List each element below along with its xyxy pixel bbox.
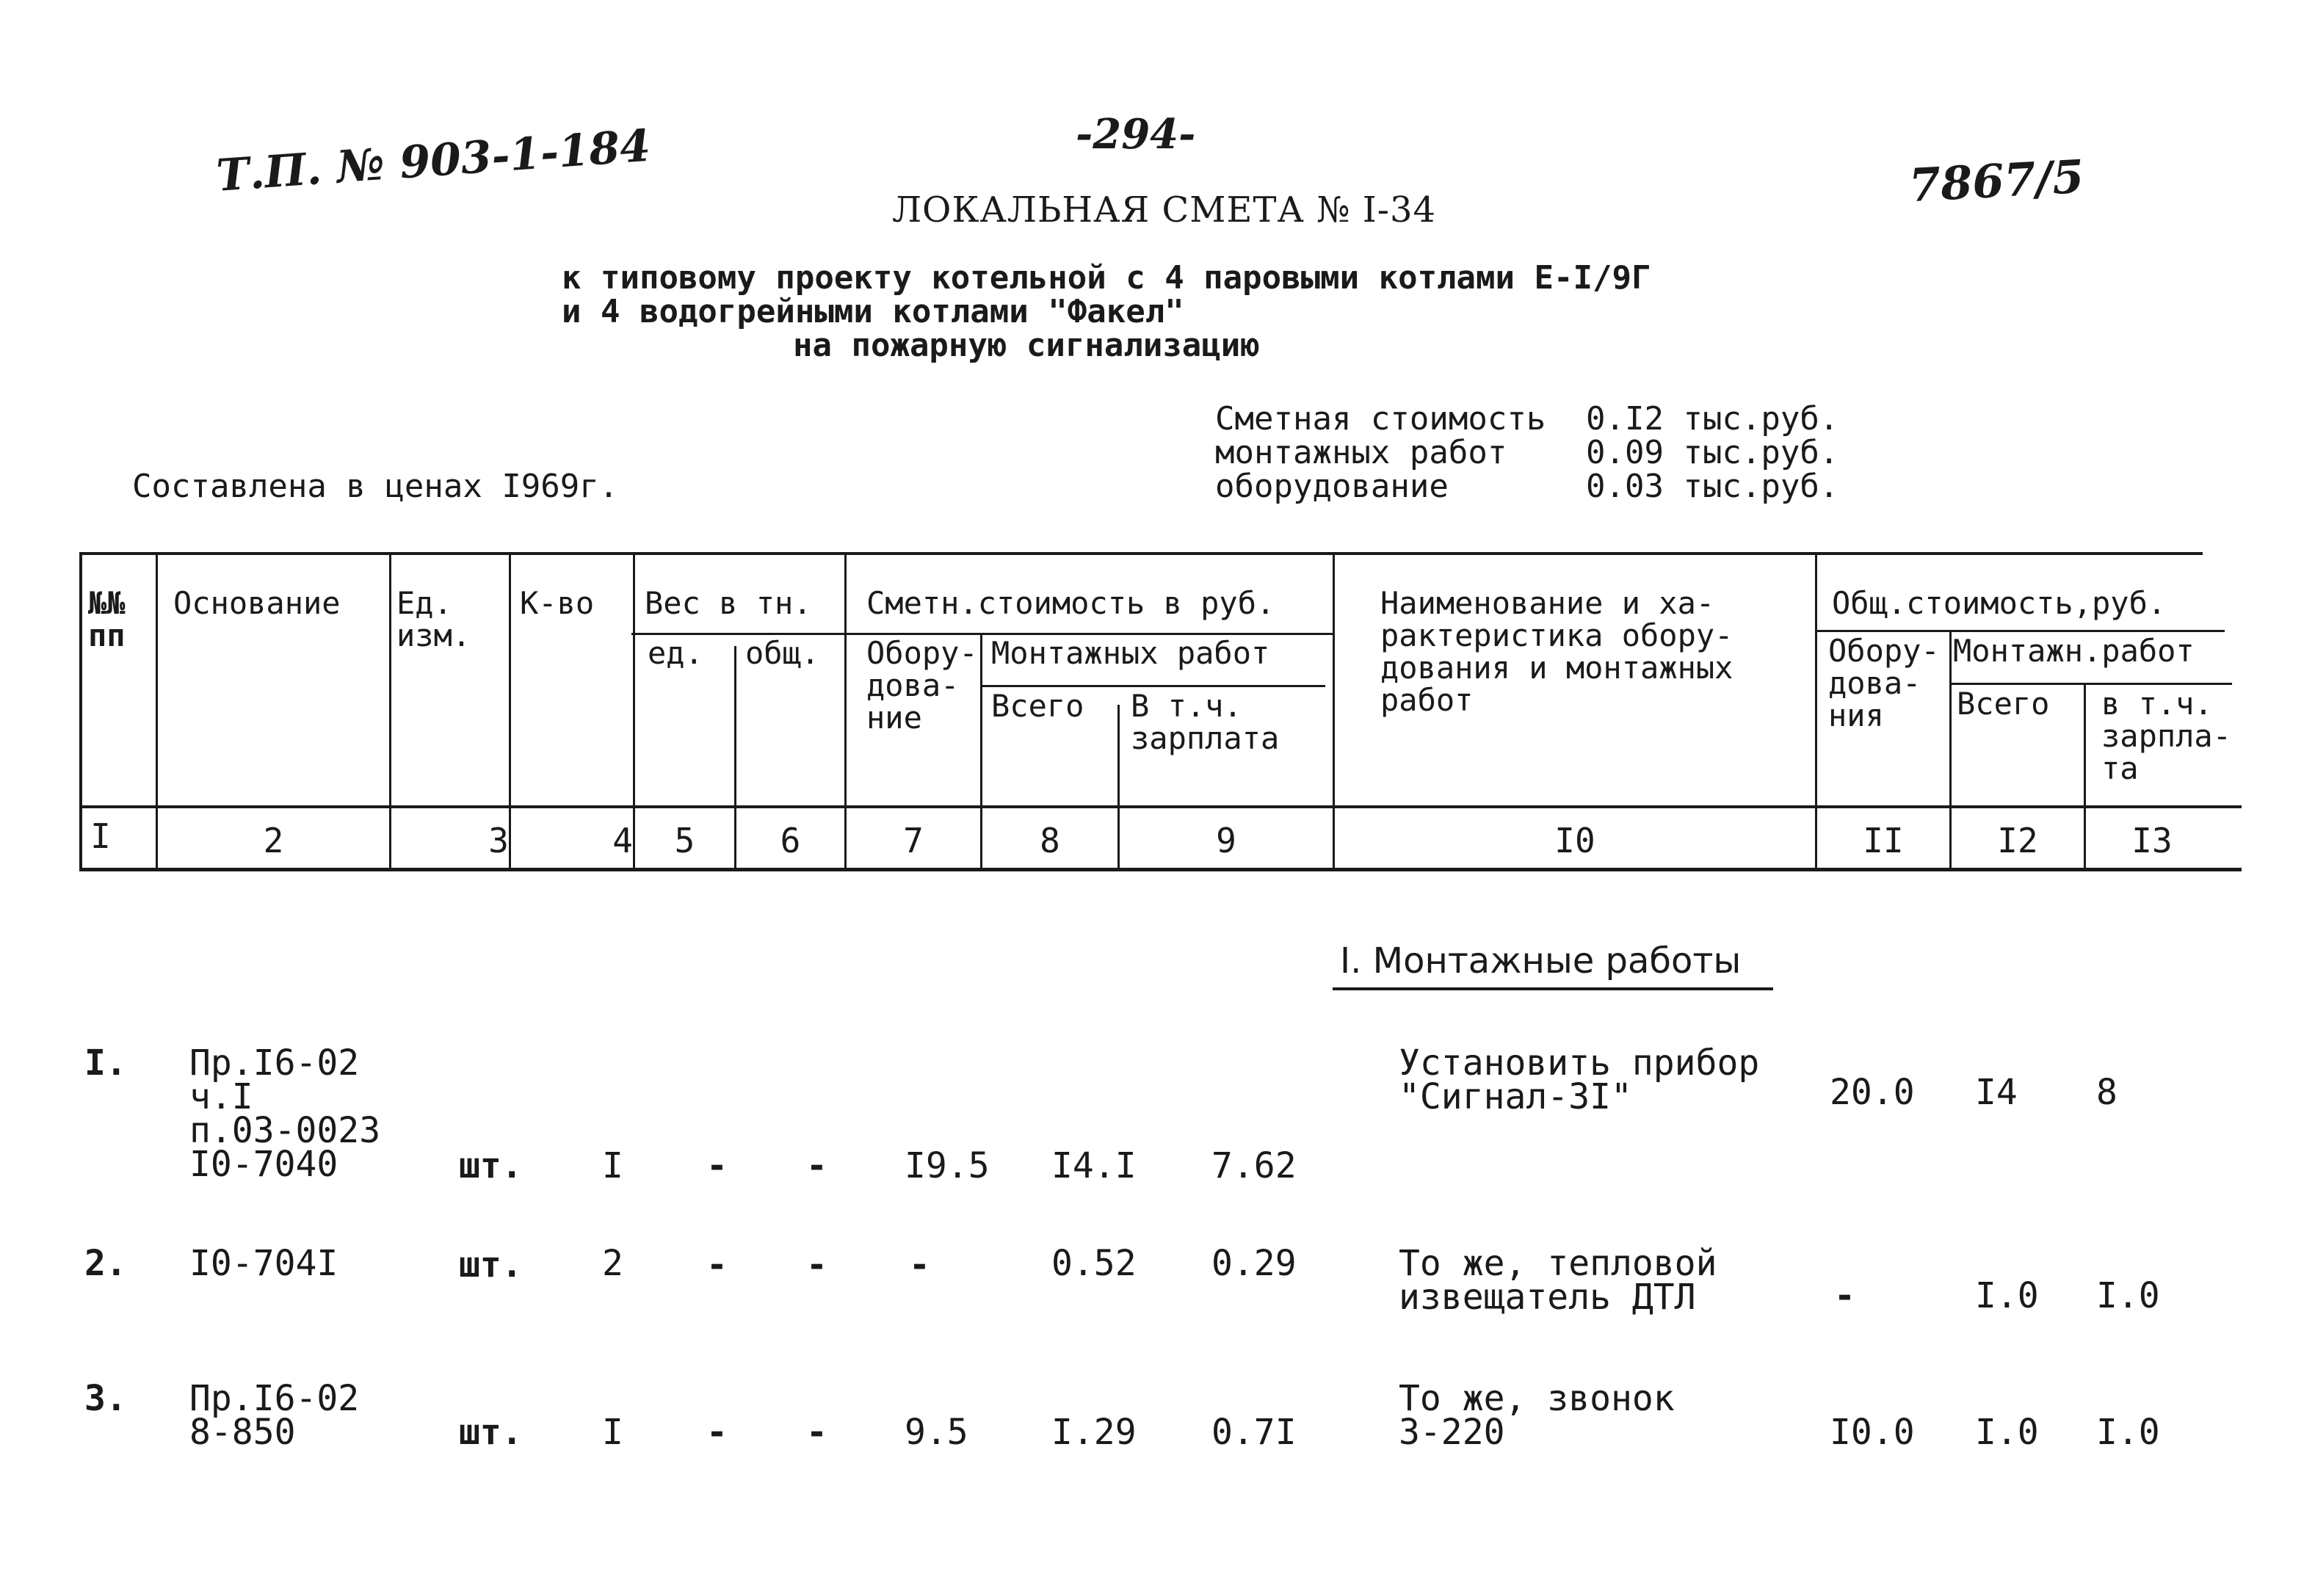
row-general-salary: I.0: [2096, 1412, 2160, 1453]
row-general-equipment: -: [1834, 1275, 1855, 1316]
row-general-total: I.0: [1975, 1275, 2039, 1316]
row-unit: шт.: [459, 1145, 523, 1186]
row-install-total: 0.52: [1051, 1243, 1137, 1284]
col-header-general-installation: Монтажн.работ: [1953, 633, 2195, 669]
cost-label-1: Сметная стоимость: [1215, 400, 1546, 438]
column-number: 4: [612, 821, 633, 860]
section-title: I. Монтажные работы: [1340, 940, 1742, 982]
col-header-equipment: Обору- дова- ние: [866, 635, 978, 736]
row-basis: I0-704I: [189, 1243, 338, 1284]
column-number: I3: [2131, 821, 2173, 860]
col-header-salary: В т.ч. зарплата: [1131, 688, 1280, 756]
col-header-quantity: К-во: [520, 585, 595, 621]
col-header-general-equipment: Обору- дова- ния: [1828, 633, 1940, 733]
row-weight-unit: -: [706, 1244, 728, 1285]
section-title-underline: [1333, 987, 1773, 990]
col-header-estimated-cost: Сметн.стоимость в руб.: [866, 585, 1275, 621]
row-basis: Пр.I6-02 8-850: [189, 1378, 360, 1453]
column-number: II: [1863, 821, 1904, 860]
row-number: 2.: [84, 1243, 127, 1284]
row-salary: 7.62: [1211, 1145, 1297, 1186]
col-header-general-total: Всего: [1957, 686, 2050, 722]
subtitle-line-1: к типовому проекту котельной с 4 паровыми котлами Е-I/9Г: [562, 259, 1651, 297]
column-number: 3: [488, 821, 509, 860]
column-number: I2: [1997, 821, 2038, 860]
column-number: 7: [903, 821, 924, 860]
row-general-salary: I.0: [2096, 1275, 2160, 1316]
row-name: То же, тепловой извещатель ДТЛ: [1399, 1243, 1717, 1318]
col-header-name: Наименование и ха- рактеристика обору- дования и монтажных работ: [1380, 585, 1733, 718]
row-general-total: I.0: [1975, 1412, 2039, 1453]
cost-label-2: монтажных работ: [1215, 434, 1507, 471]
row-quantity: 2: [602, 1243, 623, 1284]
row-salary: 0.7I: [1211, 1412, 1297, 1453]
row-unit: шт.: [459, 1244, 523, 1285]
cost-value-1: 0.I2 тыс.руб.: [1586, 400, 1839, 438]
row-general-salary: 8: [2096, 1072, 2117, 1113]
row-number: 3.: [84, 1378, 127, 1419]
row-equipment: 9.5: [905, 1412, 968, 1453]
row-salary: 0.29: [1211, 1243, 1297, 1284]
col-header-basis: Основание: [173, 585, 341, 621]
document-title: ЛОКАЛЬНАЯ СМЕТА № I-34: [892, 189, 1437, 231]
column-number: 2: [263, 821, 284, 860]
row-install-total: I.29: [1051, 1412, 1137, 1453]
column-number: 8: [1040, 821, 1060, 860]
row-weight-unit: -: [706, 1145, 728, 1186]
subtitle-line-3: на пожарную сигнализацию: [793, 327, 1260, 364]
row-name: То же, звонок 3-220: [1399, 1378, 1675, 1453]
row-weight-total: -: [806, 1412, 827, 1453]
col-header-row-number: №№ пп: [88, 585, 126, 653]
row-equipment: I9.5: [905, 1145, 990, 1186]
row-name: Установить прибор "Сигнал-3I": [1399, 1042, 1760, 1117]
column-number: 5: [674, 821, 695, 860]
row-general-total: I4: [1975, 1072, 2018, 1113]
row-quantity: I: [602, 1412, 623, 1453]
col-header-installation: Монтажных работ: [991, 635, 1270, 671]
row-weight-total: -: [806, 1244, 827, 1285]
col-header-total: Всего: [991, 688, 1084, 724]
row-weight-total: -: [806, 1145, 827, 1186]
cost-value-2: 0.09 тыс.руб.: [1586, 434, 1839, 471]
row-basis: Пр.I6-02 ч.I п.03-0023 I0-7040: [189, 1042, 381, 1185]
col-header-weight-total: общ.: [745, 635, 820, 671]
cost-value-3: 0.03 тыс.руб.: [1586, 468, 1839, 505]
row-install-total: I4.I: [1051, 1145, 1137, 1186]
row-weight-unit: -: [706, 1412, 728, 1453]
cost-label-3: оборудование: [1215, 468, 1449, 505]
column-number: 9: [1216, 821, 1236, 860]
tp-number: Т.П. № 903-1-184: [214, 120, 653, 202]
col-header-weight: Вес в тн.: [645, 585, 812, 621]
col-header-weight-unit: ед.: [648, 635, 703, 671]
page-number: -294-: [1076, 110, 1196, 159]
column-number: I0: [1554, 821, 1595, 860]
row-quantity: I: [602, 1145, 623, 1186]
row-equipment: -: [909, 1244, 930, 1285]
col-header-unit: Ед. изм.: [396, 585, 471, 653]
row-general-equipment: I0.0: [1830, 1412, 1915, 1453]
document-code: 7867/5: [1908, 149, 2086, 213]
col-header-general-cost: Общ.стоимость,руб.: [1832, 585, 2167, 621]
column-number: 6: [780, 821, 801, 860]
subtitle-line-2: и 4 водогрейными котлами "Факел": [562, 293, 1184, 330]
row-unit: шт.: [459, 1412, 523, 1453]
column-number: I: [90, 816, 111, 856]
row-general-equipment: 20.0: [1830, 1072, 1915, 1113]
col-header-general-salary: в т.ч. зарпла- та: [2101, 686, 2232, 786]
prices-note: Составлена в ценах I969г.: [132, 468, 619, 505]
row-number: I.: [84, 1042, 127, 1084]
